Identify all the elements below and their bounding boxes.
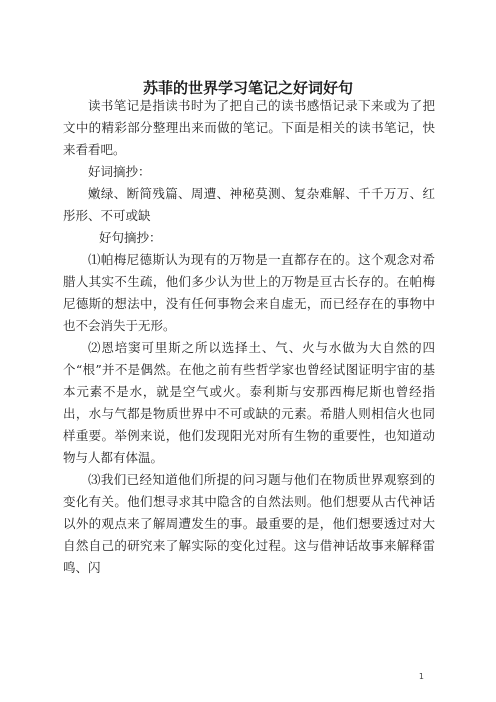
good-sentences-heading: 好句摘抄： [99,230,162,245]
sentence-paragraph-2: ⑵恩培窦可里斯之所以选择土、气、火与水做为大自然的四个“根”并不是偶然。在他之前有些哲学家也曾经试图证明宇宙的基本元素不是水，就是空气或火。泰利斯与安那西梅尼斯也曾经指出，水与气都是物质世界中不可或缺的元素。希腊人则相信火也同样重要。举例来说，他们发现阳光对所有生物的重要性，也知道动物与人都有体温。 [63,340,435,465]
document-body [63,95,435,579]
document-title: 苏菲的世界学习笔记之好词好句 [142,79,353,97]
good-words-list: 嫩绿、断简残篇、周遭、神秘莫测、复杂难解、千千万万、红彤形、不可或缺 [63,186,435,223]
sentence-paragraph-3: ⑶我们已经知道他们所提的问习题与他们在物质世界观察到的变化有关。他们想寻求其中隐含的自然法则。他们想要从古代神话以外的观点来了解周遭发生的事。最重要的是，他们想要透过对大自然自己的研究来了解实际的变化过程。这与借神话故事来解释雷鸣、闪 [63,472,435,575]
good-words-heading: 好词摘抄： [88,164,151,179]
page-number: 1 [418,672,424,681]
intro-paragraph: 读书笔记是指读书时为了把自己的读书感悟记录下来或为了把文中的精彩部分整理出来而做的笔记。下面是相关的读书笔记，快来看看吧。 [63,98,435,157]
sentence-paragraph-1: ⑴帕梅尼德斯认为现有的万物是一直都存在的。这个观念对希腊人其实不生疏，他们多少认为世上的万物是亘古长存的。在帕梅尼德斯的想法中，没有任何事物会来自虚无，而已经存在的事物中也不会消失于无形。 [63,252,435,333]
